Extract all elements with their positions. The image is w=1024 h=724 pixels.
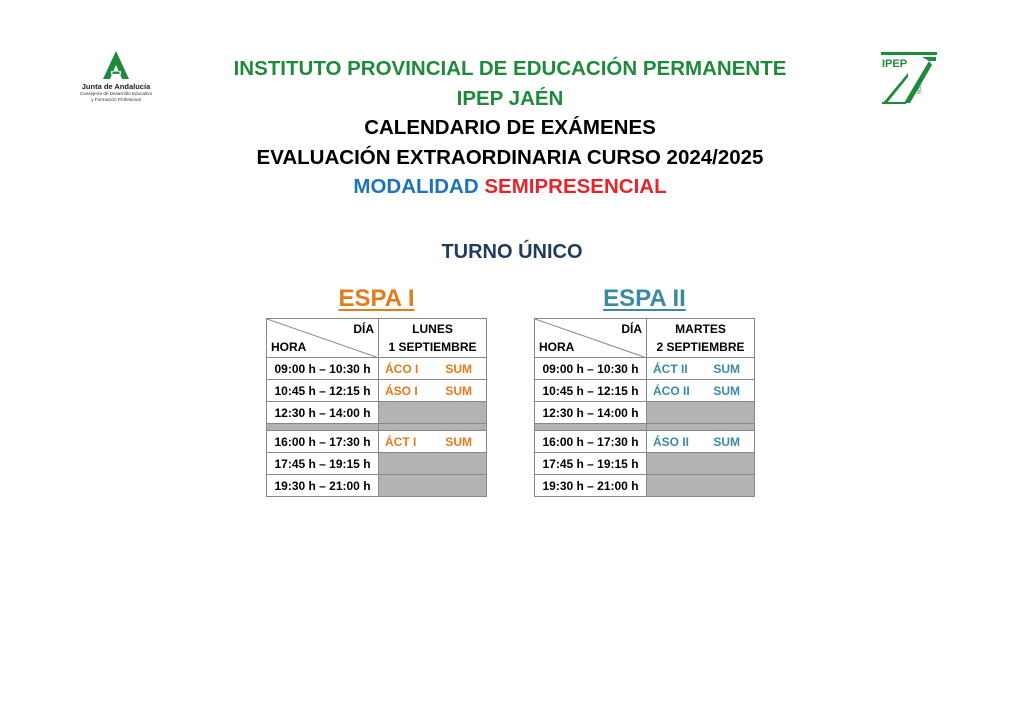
corner-cell bbox=[267, 319, 379, 358]
hour-cell: 17:45 h – 19:15 h bbox=[267, 453, 379, 475]
modality-label: MODALIDAD bbox=[353, 175, 479, 198]
empty-cell bbox=[379, 402, 487, 424]
table-row bbox=[267, 402, 487, 424]
subject: ÁSO II bbox=[653, 435, 690, 449]
hour-cell: 16:00 h – 17:30 h bbox=[267, 431, 379, 453]
corner-dia-label: DÍA bbox=[621, 322, 642, 336]
espa1-block bbox=[266, 284, 487, 497]
empty-cell bbox=[647, 402, 755, 424]
hour-cell: 19:30 h – 21:00 h bbox=[267, 475, 379, 497]
hour-cell: 12:30 h – 14:00 h bbox=[267, 402, 379, 424]
empty-cell bbox=[647, 475, 755, 497]
corner-hora-label: HORA bbox=[271, 340, 307, 354]
day-name: MARTES bbox=[675, 322, 726, 336]
day-header bbox=[379, 319, 487, 358]
table-row bbox=[535, 475, 755, 497]
day-header bbox=[647, 319, 755, 358]
exam-cell bbox=[647, 380, 755, 402]
ipep-logo-text: IPEP bbox=[882, 58, 908, 70]
room: SUM bbox=[445, 435, 472, 449]
institution-name: INSTITUTO PROVINCIAL DE EDUCACIÓN PERMANENTE bbox=[233, 57, 787, 80]
logo-name: Junta de Andalucía bbox=[81, 82, 151, 91]
subject: ÁCO II bbox=[653, 384, 690, 398]
room: SUM bbox=[713, 384, 740, 398]
institution-short-name: IPEP JAÉN bbox=[456, 86, 564, 110]
subject: ÁSO I bbox=[385, 384, 418, 398]
modality-line bbox=[0, 172, 1020, 202]
subject: ÁCT I bbox=[385, 435, 417, 449]
room: SUM bbox=[445, 362, 472, 376]
calendar-title: CALENDARIO DE EXÁMENES bbox=[364, 116, 656, 139]
document-header bbox=[0, 54, 1020, 202]
table-row bbox=[267, 358, 487, 380]
hour-cell: 12:30 h – 14:00 h bbox=[535, 402, 647, 424]
empty-cell bbox=[379, 475, 487, 497]
exam-cell bbox=[379, 431, 487, 453]
table-header-row bbox=[535, 319, 755, 358]
evaluation-title: EVALUACIÓN EXTRAORDINARIA CURSO 2024/2025 bbox=[256, 145, 764, 169]
separator-row bbox=[267, 424, 487, 431]
table-row bbox=[535, 358, 755, 380]
room: SUM bbox=[713, 362, 740, 376]
ipep-logo-subtext: JAÉN bbox=[915, 81, 921, 94]
separator-row bbox=[535, 424, 755, 431]
room: SUM bbox=[713, 435, 740, 449]
espa1-title: ESPA I bbox=[338, 285, 415, 312]
logo-subtitle-1: Consejería de Desarrollo Educativo bbox=[79, 91, 153, 96]
room: SUM bbox=[445, 384, 472, 398]
day-date: 2 SEPTIEMBRE bbox=[656, 340, 745, 354]
espa2-block bbox=[534, 284, 755, 497]
exam-cell bbox=[379, 380, 487, 402]
empty-cell bbox=[647, 453, 755, 475]
corner-dia-label: DÍA bbox=[353, 322, 374, 336]
subject: ÁCT II bbox=[653, 362, 688, 376]
table-row bbox=[267, 453, 487, 475]
day-name: LUNES bbox=[412, 322, 453, 336]
exam-cell bbox=[647, 358, 755, 380]
empty-cell bbox=[379, 453, 487, 475]
corner-hora-label: HORA bbox=[539, 340, 575, 354]
hour-cell: 09:00 h – 10:30 h bbox=[267, 358, 379, 380]
table-row bbox=[535, 380, 755, 402]
day-date: 1 SEPTIEMBRE bbox=[388, 340, 477, 354]
espa2-schedule-table bbox=[534, 318, 755, 497]
hour-cell: 17:45 h – 19:15 h bbox=[535, 453, 647, 475]
corner-cell bbox=[535, 319, 647, 358]
table-row bbox=[267, 475, 487, 497]
exam-cell bbox=[647, 431, 755, 453]
hour-cell: 16:00 h – 17:30 h bbox=[535, 431, 647, 453]
table-row bbox=[267, 380, 487, 402]
logo-subtitle-2: y Formación Profesional bbox=[91, 96, 141, 102]
hour-cell: 09:00 h – 10:30 h bbox=[535, 358, 647, 380]
hour-cell: 10:45 h – 12:15 h bbox=[267, 380, 379, 402]
shift-title: TURNO ÚNICO bbox=[441, 241, 583, 263]
table-row bbox=[535, 453, 755, 475]
exam-cell bbox=[379, 358, 487, 380]
hour-cell: 19:30 h – 21:00 h bbox=[535, 475, 647, 497]
espa1-schedule-table bbox=[266, 318, 487, 497]
modality-value: SEMIPRESENCIAL bbox=[484, 175, 667, 198]
table-row bbox=[535, 402, 755, 424]
table-row bbox=[535, 431, 755, 453]
table-header-row bbox=[267, 319, 487, 358]
table-row bbox=[267, 431, 487, 453]
subject: ÁCO I bbox=[385, 362, 419, 376]
espa2-title: ESPA II bbox=[603, 285, 686, 312]
hour-cell: 10:45 h – 12:15 h bbox=[535, 380, 647, 402]
